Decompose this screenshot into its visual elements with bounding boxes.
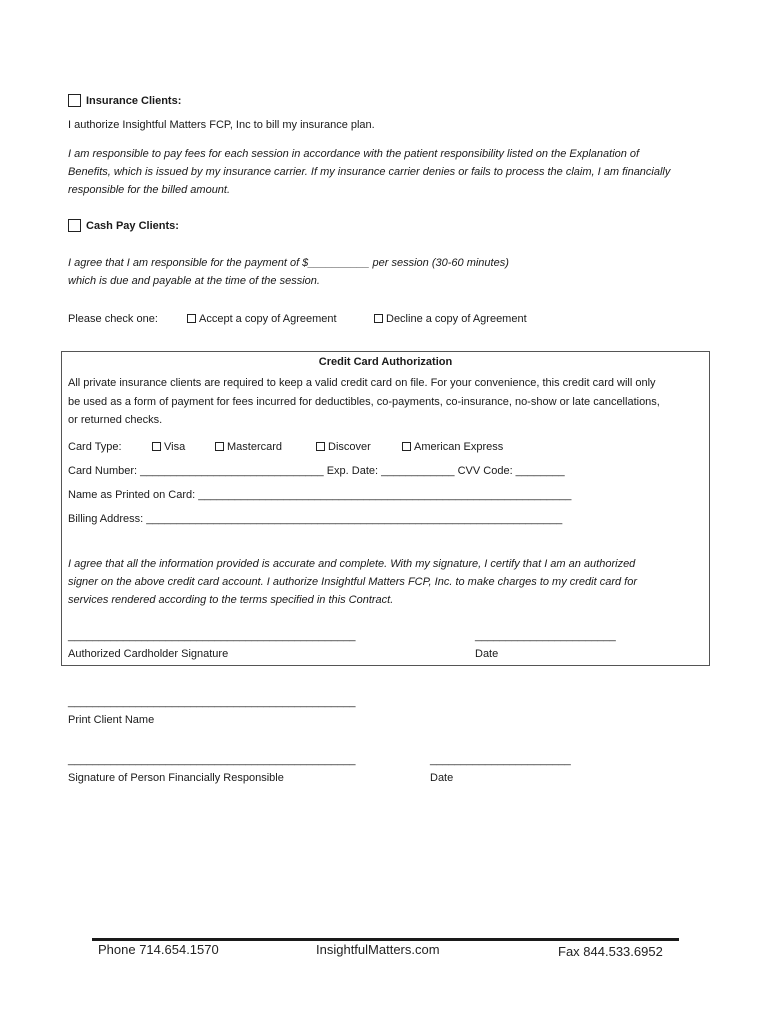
consent-line-3: services rendered according to the terms specified in this Contract.: [68, 594, 394, 606]
american-express-label: American Express: [414, 441, 504, 453]
card-type-visa[interactable]: [152, 441, 185, 453]
insurance-authorize-text: I authorize Insightful Matters FCP, Inc to bill my insurance plan.: [68, 119, 375, 131]
consent-line-1: I agree that all the information provided is accurate and complete. With my signature, I certify that I am an authorized: [68, 558, 636, 570]
accept-copy-checkbox[interactable]: [187, 314, 196, 323]
card-type-label: Card Type:: [68, 441, 122, 453]
discover-checkbox[interactable]: [316, 442, 325, 451]
check-one-label: Please check one:: [68, 313, 158, 325]
decline-copy-label: Decline a copy of Agreement: [386, 313, 527, 325]
card-type-american-express[interactable]: [402, 441, 503, 453]
print-client-name-label: Print Client Name: [68, 714, 155, 726]
footer-divider: [92, 938, 679, 941]
american-express-checkbox[interactable]: [402, 442, 411, 451]
print-client-name-line[interactable]: _______________________________________________: [68, 696, 356, 708]
insurance-clients-checkbox[interactable]: [68, 94, 81, 107]
billing-address-field[interactable]: Billing Address: ____________________________________________________________________: [68, 513, 563, 525]
card-type-discover[interactable]: [316, 441, 371, 453]
name-on-card-field[interactable]: Name as Printed on Card: _____________________________________________________________: [68, 489, 572, 501]
accept-copy-label: Accept a copy of Agreement: [199, 313, 337, 325]
card-number-field[interactable]: Card Number: ______________________________ Exp. Date: ____________ CVV Code: ________: [68, 465, 565, 477]
credit-card-intro-line-3: or returned checks.: [68, 414, 163, 426]
mastercard-checkbox[interactable]: [215, 442, 224, 451]
decline-copy-option[interactable]: [374, 313, 527, 325]
cardholder-date-line[interactable]: _______________________: [475, 630, 616, 642]
insurance-responsibility-line-3: responsible for the billed amount.: [68, 184, 231, 196]
cash-pay-heading: Cash Pay Clients:: [86, 220, 179, 232]
decline-copy-checkbox[interactable]: [374, 314, 383, 323]
cardholder-signature-label: Authorized Cardholder Signature: [68, 648, 229, 660]
insurance-heading: Insurance Clients:: [86, 95, 182, 107]
accept-copy-option[interactable]: [187, 313, 337, 325]
insurance-responsibility-line-1: I am responsible to pay fees for each session in accordance with the patient responsibility listed on the Explanation of: [68, 148, 640, 160]
consent-line-2: signer on the above credit card account. I authorize Insightful Matters FCP, Inc. to make charges to my credit card for: [68, 576, 638, 588]
financial-signature-line[interactable]: _______________________________________________: [68, 754, 356, 766]
credit-card-title: Credit Card Authorization: [318, 356, 453, 368]
cash-pay-agree-line-1: I agree that I am responsible for the payment of $__________ per session (30-60 minutes): [68, 257, 509, 269]
mastercard-label: Mastercard: [227, 441, 283, 453]
card-type-mastercard[interactable]: [215, 441, 282, 453]
visa-checkbox[interactable]: [152, 442, 161, 451]
footer-phone: Phone 714.654.1570: [98, 942, 219, 957]
financial-date-line[interactable]: _______________________: [430, 754, 571, 766]
discover-label: Discover: [328, 441, 371, 453]
cash-pay-agree-line-2: which is due and payable at the time of the session.: [68, 275, 320, 287]
financial-signature-label: Signature of Person Financially Responsible: [68, 772, 284, 784]
credit-card-intro-line-1: All private insurance clients are required to keep a valid credit card on file. For your convenience, this credit card will only: [68, 377, 656, 389]
cardholder-date-label: Date: [475, 648, 499, 660]
credit-card-intro-line-2: be used as a form of payment for fees incurred for deductibles, co-payments, co-insurance, no-show or late cancellations,: [68, 396, 660, 408]
financial-date-label: Date: [430, 772, 454, 784]
visa-label: Visa: [164, 441, 186, 453]
cash-pay-clients-checkbox[interactable]: [68, 219, 81, 232]
cardholder-signature-line[interactable]: _______________________________________________: [68, 630, 356, 642]
footer-website[interactable]: InsightfulMatters.com: [316, 942, 440, 957]
footer-fax: Fax 844.533.6952: [558, 944, 663, 959]
insurance-responsibility-line-2: Benefits, which is issued by my insurance carrier. If my insurance carrier denies or fails to process the claim, I am financially: [68, 166, 671, 178]
